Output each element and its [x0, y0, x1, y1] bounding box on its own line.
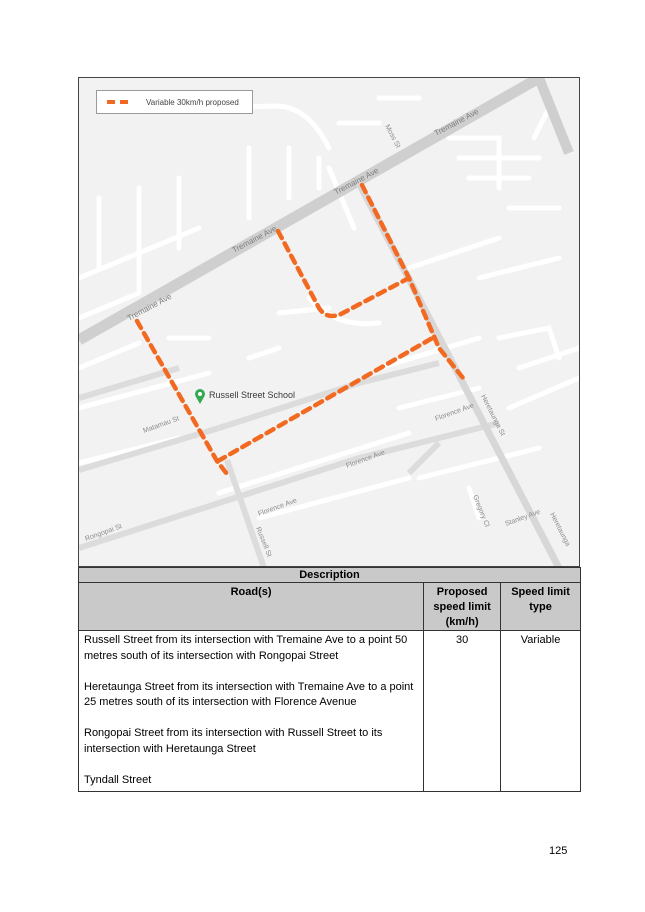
speed-limit-value: 30 — [424, 631, 501, 792]
map-background — [79, 78, 580, 567]
table-row — [79, 631, 581, 792]
description-table — [78, 567, 581, 792]
map-legend — [96, 90, 253, 114]
street-label-tremaine-4: Tremaine Ave — [432, 106, 481, 138]
street-label-rongopai: Rongopai St — [84, 523, 123, 543]
street-label-tremaine-1: Tremaine Ave — [125, 291, 174, 323]
street-label-heretaunga-1: Heretaunga St — [479, 393, 506, 438]
street-label-tremaine-2: Tremaine Ave — [230, 223, 279, 255]
street-label-tremaine-3: Tremaine Ave — [332, 165, 381, 197]
map-panel — [78, 77, 580, 567]
map-canvas — [79, 78, 580, 567]
street-label-gregory: Gregory Cl — [471, 494, 491, 529]
column-header-roads: Road(s) — [79, 583, 424, 631]
street-label-stanley: Stanley Ave — [504, 508, 542, 528]
roads-cell — [79, 631, 424, 792]
legend-dashed-line-icon — [107, 100, 133, 104]
table-title: Description — [79, 568, 581, 583]
road-description: Russell Street from its intersection with Tremaine Ave to a point 50 metres south of its intersection with Rongopai Street — [84, 634, 408, 662]
street-label-heretaunga-2: Heretaunga — [548, 511, 572, 548]
column-header-speed: Proposed speed limit (km/h) — [424, 583, 501, 631]
street-label-moss: Moss St — [383, 123, 402, 150]
speed-limit-type: Variable — [501, 631, 581, 792]
column-header-type: Speed limit type — [501, 583, 581, 631]
street-label-florence-1: Florence Ave — [434, 402, 475, 423]
street-label-florence-3: Florence Ave — [257, 497, 298, 518]
street-label-matamau: Matamau St — [142, 415, 181, 435]
street-label-florence-2: Florence Ave — [345, 449, 386, 470]
road-description: Tyndall Street — [84, 773, 152, 786]
school-label: Russell Street School — [209, 390, 296, 400]
legend-label: Variable 30km/h proposed — [146, 97, 239, 107]
street-label-russell: Russell St — [254, 526, 273, 558]
road-description: Heretaunga Street from its intersection with Tremaine Ave to a point 25 metres south of its intersection with Florence Avenue — [84, 680, 414, 708]
page-number: 125 — [549, 845, 568, 857]
road-description: Rongopai Street from its intersection with Russell Street to its intersection with Heretaunga Street — [84, 727, 383, 755]
